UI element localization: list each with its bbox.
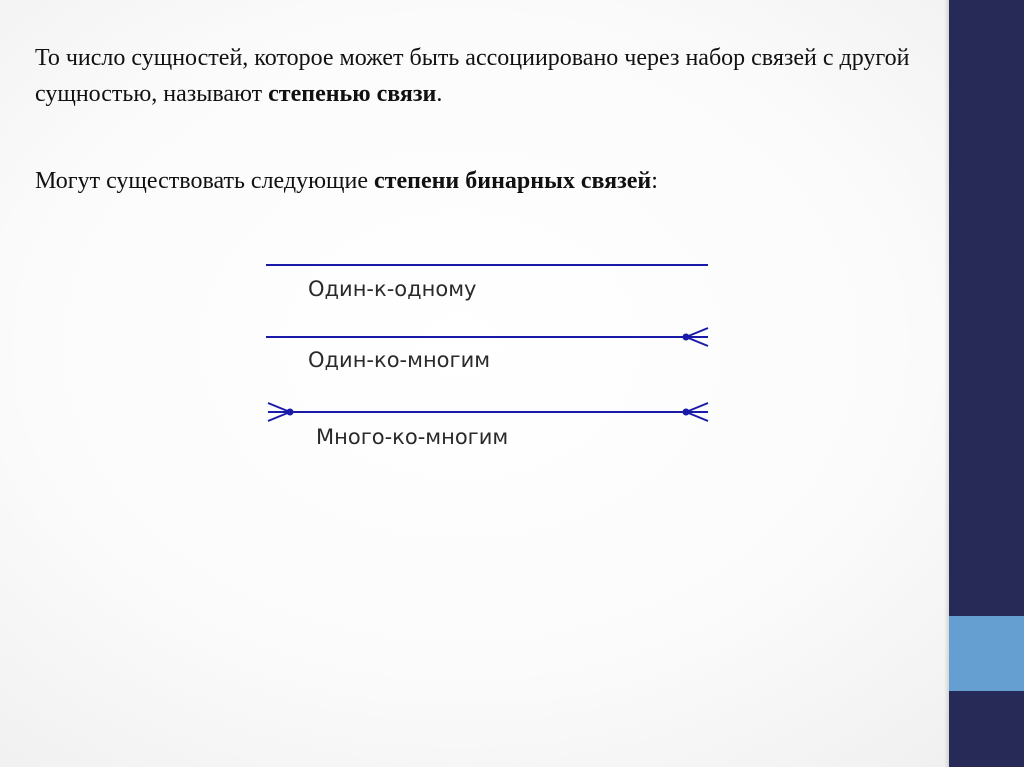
one-to-one-label: Один-к-одному [308,277,477,301]
one-to-many-label: Один-ко-многим [308,348,491,372]
crows-foot-right-icon [684,328,709,346]
sidebar-accent-block [949,616,1024,691]
degrees-term: степени бинарных связей [374,168,652,194]
crows-foot-left-icon [268,403,293,421]
crows-foot-right-icon [684,403,709,421]
definition-end: . [436,81,443,107]
degrees-text: Могут существовать следующие [35,168,375,194]
definition-text: То число сущностей, которое может быть ассоциировано через набор связей с другой сущностью, называют [35,45,910,107]
many-to-many-label: Много-ко-многим [316,425,509,449]
degrees-paragraph [35,163,915,199]
definition-term: степенью связи [268,81,437,107]
definition-paragraph [35,40,915,112]
degrees-end: : [651,168,658,194]
relationship-degree-diagram [260,250,720,460]
